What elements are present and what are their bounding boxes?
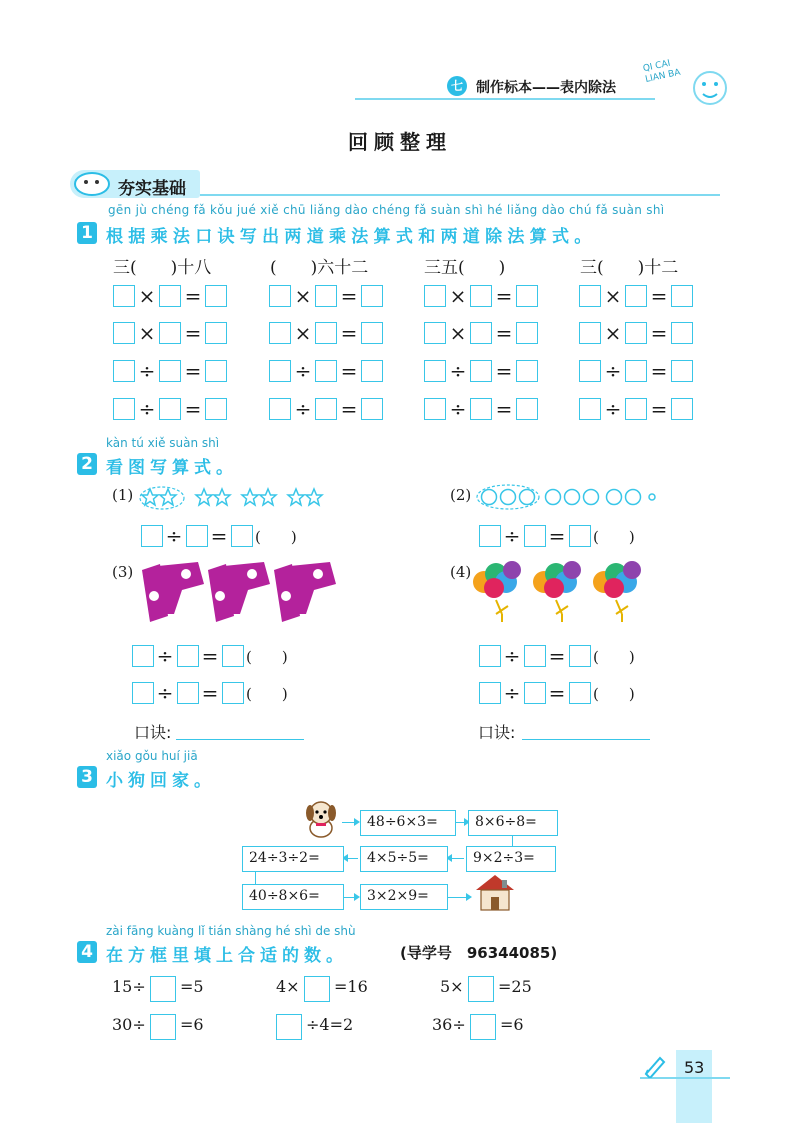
q2-box[interactable]	[222, 682, 244, 704]
q4-item-post: =25	[498, 977, 532, 996]
q2-eq: =	[201, 644, 219, 668]
q4-answer-box[interactable]	[150, 1014, 176, 1040]
book-mascot-icon	[72, 168, 112, 198]
q1-rhyme-3: 三五( )	[424, 258, 506, 278]
q4-item-pre: 15÷	[112, 977, 146, 996]
q1-op: ×	[294, 284, 312, 308]
q4-title: 在方框里填上合适的数。	[106, 946, 348, 966]
q1-op: ÷	[294, 397, 312, 421]
q2-box[interactable]	[569, 682, 591, 704]
q1-box-a[interactable]	[424, 398, 446, 420]
q1-box-b[interactable]	[159, 398, 181, 420]
q4-answer-box[interactable]	[276, 1014, 302, 1040]
q1-eq: =	[495, 284, 513, 308]
q1-box-a[interactable]	[269, 360, 291, 382]
q1-box-b[interactable]	[159, 322, 181, 344]
expr-3[interactable]: 24÷3÷2=	[242, 846, 344, 872]
q1-eq: =	[495, 321, 513, 345]
q2-box[interactable]	[222, 645, 244, 667]
q1-box-a[interactable]	[579, 285, 601, 307]
q1-box-c[interactable]	[516, 285, 538, 307]
stars-picture	[138, 482, 328, 512]
q1-box-a[interactable]	[269, 322, 291, 344]
q1-eq: =	[184, 359, 202, 383]
q1-box-b[interactable]	[470, 360, 492, 382]
q1-pinyin: gēn jù chéng fǎ kǒu jué xiě chū liǎng dào chéng fǎ suàn shì hé liǎng dào chú fǎ suàn shì	[108, 203, 665, 217]
q3-title: 小狗回家。	[106, 771, 216, 791]
q1-op: ÷	[138, 359, 156, 383]
q2-box[interactable]	[231, 525, 253, 547]
q1-eq: =	[650, 397, 668, 421]
arrow-5-4	[448, 858, 464, 859]
expr-7[interactable]: 3×2×9=	[360, 884, 448, 910]
house-icon	[474, 872, 516, 912]
q2-eq: =	[548, 644, 566, 668]
q2-koujue-line-right[interactable]	[522, 739, 650, 740]
q4-item-pre: 36÷	[432, 1015, 466, 1034]
q2-box[interactable]	[141, 525, 163, 547]
q1-number: 1	[77, 222, 97, 244]
q1-box-a[interactable]	[113, 285, 135, 307]
q2-label-4: (4)	[450, 563, 472, 581]
q1-eq: =	[340, 321, 358, 345]
q1-op: ÷	[294, 359, 312, 383]
q2-koujue-label-left: 口诀:	[134, 723, 172, 742]
q1-box-a[interactable]	[579, 398, 601, 420]
q2-box[interactable]	[132, 645, 154, 667]
arrow-1	[342, 822, 358, 823]
expr-2[interactable]: 8×6÷8=	[468, 810, 558, 836]
q1-box-c[interactable]	[361, 360, 383, 382]
q2-eq: =	[548, 524, 566, 548]
q1-op: ×	[449, 321, 467, 345]
q1-op: ÷	[449, 359, 467, 383]
q1-box-b[interactable]	[315, 322, 337, 344]
q4-answer-box[interactable]	[304, 976, 330, 1002]
q4-answer-box[interactable]	[150, 976, 176, 1002]
arrow-2	[456, 822, 468, 823]
q2-eq: =	[210, 524, 228, 548]
expr-6[interactable]: 40÷8×6=	[242, 884, 344, 910]
q1-rhyme-4: 三( )十二	[580, 258, 679, 278]
q2-div: ÷	[503, 524, 521, 548]
q4-pinyin: zài fāng kuàng lǐ tián shàng hé shì de shù	[106, 924, 356, 938]
q1-box-a[interactable]	[113, 322, 135, 344]
corner-text: QI CAI LIAN BA	[642, 58, 682, 85]
q4-item-pre: 4×	[276, 977, 300, 996]
q1-box-c[interactable]	[671, 322, 693, 344]
q2-number: 2	[77, 453, 97, 475]
q2-div: ÷	[503, 681, 521, 705]
q2-div: ÷	[503, 644, 521, 668]
q1-op: ÷	[449, 397, 467, 421]
q1-op: ×	[294, 321, 312, 345]
q1-op: ×	[138, 284, 156, 308]
q1-box-a[interactable]	[579, 322, 601, 344]
q2-div: ÷	[156, 681, 174, 705]
q1-box-c[interactable]	[205, 360, 227, 382]
q1-eq: =	[340, 359, 358, 383]
q1-eq: =	[340, 397, 358, 421]
q4-item-pre: 30÷	[112, 1015, 146, 1034]
section-label: 夯实基础	[118, 179, 186, 199]
q1-box-b[interactable]	[625, 360, 647, 382]
q1-rhyme-1: 三( )十八	[113, 258, 212, 278]
q4-item-pre: 5×	[440, 977, 464, 996]
q1-box-b[interactable]	[470, 398, 492, 420]
q1-box-c[interactable]	[205, 322, 227, 344]
header-line	[355, 98, 655, 100]
q2-unit-paren[interactable]: ( )	[246, 685, 288, 703]
q1-op: ×	[138, 321, 156, 345]
q1-box-b[interactable]	[159, 285, 181, 307]
q2-pinyin: kàn tú xiě suàn shì	[106, 436, 220, 450]
q1-box-b[interactable]	[315, 398, 337, 420]
q3-pinyin: xiǎo gǒu huí jiā	[106, 749, 198, 763]
q1-op: ÷	[604, 397, 622, 421]
q1-box-c[interactable]	[205, 285, 227, 307]
q2-eq: =	[548, 681, 566, 705]
q1-eq: =	[495, 397, 513, 421]
q2-box[interactable]	[479, 682, 501, 704]
chapter-title: 制作标本——表内除法	[476, 80, 616, 96]
q1-eq: =	[650, 284, 668, 308]
arrow-6-7	[344, 897, 358, 898]
q1-box-a[interactable]	[424, 360, 446, 382]
q1-eq: =	[650, 321, 668, 345]
gloves-picture	[138, 556, 348, 626]
q1-box-c[interactable]	[516, 398, 538, 420]
q1-box-b[interactable]	[625, 285, 647, 307]
q2-unit-paren[interactable]: ( )	[593, 528, 635, 546]
page-number: 53	[684, 1058, 705, 1077]
q1-box-b[interactable]	[625, 322, 647, 344]
q2-box[interactable]	[524, 682, 546, 704]
q1-box-b[interactable]	[470, 322, 492, 344]
page-title: 回顾整理	[348, 130, 452, 154]
q2-box[interactable]	[569, 525, 591, 547]
q1-eq: =	[495, 359, 513, 383]
q1-box-a[interactable]	[113, 398, 135, 420]
q1-box-b[interactable]	[625, 398, 647, 420]
q1-op: ÷	[138, 397, 156, 421]
q2-unit-paren[interactable]: ( )	[593, 648, 635, 666]
pencil-icon	[642, 1052, 668, 1078]
q4-item-post: =6	[500, 1015, 524, 1034]
q2-box[interactable]	[479, 525, 501, 547]
q4-item-post: =6	[180, 1015, 204, 1034]
q2-label-1: (1)	[112, 486, 134, 504]
q4-answer-box[interactable]	[468, 976, 494, 1002]
q2-box[interactable]	[177, 645, 199, 667]
q1-eq: =	[340, 284, 358, 308]
dog-icon	[300, 798, 342, 840]
q2-box[interactable]	[132, 682, 154, 704]
q1-eq: =	[650, 359, 668, 383]
q2-unit-paren[interactable]: ( )	[255, 528, 297, 546]
q3-number: 3	[77, 766, 97, 788]
q1-box-c[interactable]	[516, 360, 538, 382]
q1-box-c[interactable]	[671, 398, 693, 420]
q1-box-c[interactable]	[361, 322, 383, 344]
q2-label-2: (2)	[450, 486, 472, 504]
q4-item-post: =5	[180, 977, 204, 996]
q1-box-b[interactable]	[159, 360, 181, 382]
q2-box[interactable]	[479, 645, 501, 667]
q2-koujue-label-right: 口诀:	[478, 723, 516, 742]
q2-koujue-line-left[interactable]	[176, 739, 304, 740]
circles-picture	[476, 482, 656, 512]
q2-box[interactable]	[524, 645, 546, 667]
arrow-7-house	[448, 897, 470, 898]
q2-box[interactable]	[569, 645, 591, 667]
q1-box-b[interactable]	[315, 360, 337, 382]
q2-box[interactable]	[186, 525, 208, 547]
q2-box[interactable]	[524, 525, 546, 547]
balloons-picture	[472, 556, 652, 628]
q1-op: ×	[449, 284, 467, 308]
q4-number: 4	[77, 941, 97, 963]
q1-box-c[interactable]	[361, 398, 383, 420]
q1-box-a[interactable]	[113, 360, 135, 382]
q1-eq: =	[184, 397, 202, 421]
q1-box-a[interactable]	[269, 285, 291, 307]
q2-eq: =	[201, 681, 219, 705]
expr-1[interactable]: 48÷6×3=	[360, 810, 456, 836]
q4-item-post: ÷4=2	[306, 1015, 354, 1034]
q1-box-b[interactable]	[470, 285, 492, 307]
q1-eq: =	[184, 321, 202, 345]
q2-title: 看图写算式。	[106, 458, 238, 478]
connector-2-5	[512, 836, 513, 846]
q2-box[interactable]	[177, 682, 199, 704]
q1-op: ×	[604, 284, 622, 308]
q2-unit-paren[interactable]: ( )	[593, 685, 635, 703]
q1-title: 根据乘法口诀写出两道乘法算式和两道除法算式。	[106, 227, 597, 247]
q1-box-a[interactable]	[579, 360, 601, 382]
q1-box-a[interactable]	[269, 398, 291, 420]
q4-item-post: =16	[334, 977, 368, 996]
section-line	[200, 194, 720, 196]
q2-div: ÷	[156, 644, 174, 668]
expr-5[interactable]: 9×2÷3=	[466, 846, 556, 872]
q1-box-c[interactable]	[205, 398, 227, 420]
q1-box-c[interactable]	[361, 285, 383, 307]
q1-box-c[interactable]	[671, 360, 693, 382]
arrow-4-3	[344, 858, 358, 859]
q1-eq: =	[184, 284, 202, 308]
q1-box-a[interactable]	[424, 285, 446, 307]
q2-unit-paren[interactable]: ( )	[246, 648, 288, 666]
q1-op: ÷	[604, 359, 622, 383]
q1-rhyme-2: ( )六十二	[270, 258, 369, 278]
q1-box-b[interactable]	[315, 285, 337, 307]
q1-box-c[interactable]	[516, 322, 538, 344]
q4-answer-box[interactable]	[470, 1014, 496, 1040]
q2-div: ÷	[165, 524, 183, 548]
q1-box-c[interactable]	[671, 285, 693, 307]
chapter-badge: 七	[447, 76, 467, 96]
q2-label-3: (3)	[112, 563, 134, 581]
connector-3-6	[255, 872, 256, 884]
q4-ref: (导学号 96344085)	[400, 944, 558, 962]
q1-box-a[interactable]	[424, 322, 446, 344]
expr-4[interactable]: 4×5÷5=	[360, 846, 448, 872]
q1-op: ×	[604, 321, 622, 345]
